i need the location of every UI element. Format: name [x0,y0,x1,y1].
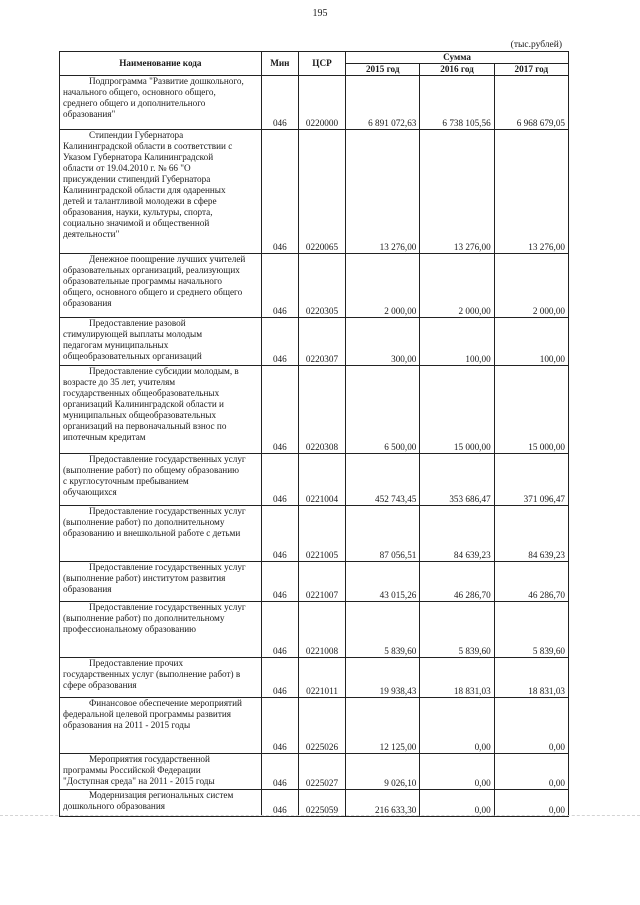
row-value-2017: 18 831,03 [494,658,568,698]
row-name-line: сфере образования [63,680,137,690]
row-name-line: детей и талантливой молодежи в сфере [63,196,217,206]
row-csr: 0220065 [298,130,345,254]
header-year-2016: 2016 год [420,64,494,76]
row-value-2016: 0,00 [420,698,494,754]
table-row [60,602,569,658]
table-row [60,754,569,790]
row-name [60,698,262,754]
row-name [60,658,262,698]
page-bottom-line [0,815,640,817]
header-year-2017: 2017 год [494,64,568,76]
row-value-2017: 5 839,60 [494,602,568,658]
row-name-line: начального общего, основного общего, [63,87,216,97]
row-min: 046 [261,454,298,506]
row-value-2015: 6 500,00 [346,366,420,454]
table-body [60,76,569,817]
row-min: 046 [261,130,298,254]
units-label: (тыс.рублей) [510,40,562,50]
row-name [60,602,262,658]
row-name-line: Стипендии Губернатора [89,130,184,140]
row-value-2015: 300,00 [346,318,420,366]
row-name-line: Денежное поощрение лучших учителей [89,254,246,264]
row-name-line: Предоставление государственных услуг [89,562,246,572]
header-name: Наименование кода [60,52,262,76]
row-csr: 0225026 [298,698,345,754]
row-name-line: социально значимой и общественной [63,218,210,228]
table-row [60,790,569,817]
row-name-line: Предоставление субсидии молодым, в [89,366,239,376]
row-name-line: образованию и внешкольной работе с детьми [63,528,241,538]
table-row [60,454,569,506]
row-name-line: (выполнение работ) по общему образованию [63,465,239,475]
row-name-line: образования [63,584,112,594]
row-value-2016: 13 276,00 [420,130,494,254]
row-name-line: государственных услуг (выполнение работ) в [63,669,241,679]
row-name [60,562,262,602]
header-min: Мин [261,52,298,76]
row-name [60,506,262,562]
row-csr: 0225027 [298,754,345,790]
table-header [60,52,569,76]
row-name-line: обучающихся [63,487,117,497]
row-csr: 0220308 [298,366,345,454]
row-value-2017: 13 276,00 [494,130,568,254]
row-min: 046 [261,790,298,817]
row-value-2017: 100,00 [494,318,568,366]
row-name-line: среднего общего и дополнительного [63,98,206,108]
row-value-2016: 6 738 105,56 [420,76,494,130]
table-row [60,366,569,454]
row-value-2015: 12 125,00 [346,698,420,754]
row-value-2016: 46 286,70 [420,562,494,602]
row-name-line: Мероприятия государственной [89,754,210,764]
row-csr: 0220305 [298,254,345,318]
row-value-2016: 15 000,00 [420,366,494,454]
row-name-line: Калининградской области для одаренных [63,185,226,195]
row-name [60,366,262,454]
row-name-line: (выполнение работ) по дополнительному [63,613,225,623]
row-name-line: присуждении стипендий Губернатора [63,174,211,184]
row-name-line: Подпрограмма "Развитие дошкольного, [89,76,244,86]
row-value-2016: 5 839,60 [420,602,494,658]
row-name [60,318,262,366]
row-name-line: организаций на первоначальный взнос по [63,421,227,431]
row-name [60,254,262,318]
row-value-2016: 84 639,23 [420,506,494,562]
row-name-line: (выполнение работ) институтом развития [63,573,226,583]
row-name-line: образовательные программы начального [63,276,222,286]
header-year-2015: 2015 год [346,64,420,76]
row-name [60,130,262,254]
row-value-2015: 19 938,43 [346,658,420,698]
row-name-line: образования" [63,109,116,119]
row-min: 046 [261,254,298,318]
row-name-line: федеральной целевой программы развития [63,709,232,719]
row-name [60,454,262,506]
row-csr: 0221005 [298,506,345,562]
row-value-2015: 9 026,10 [346,754,420,790]
row-min: 046 [261,562,298,602]
row-name-line: Предоставление государственных услуг [89,454,246,464]
header-csr: ЦСР [298,52,345,76]
row-name-line: деятельности" [63,229,120,239]
row-name-line: общеобразовательных организаций [63,351,202,361]
row-name-line: педагогам муниципальных [63,340,169,350]
row-value-2016: 2 000,00 [420,254,494,318]
row-name-line: дошкольного образования [63,801,165,811]
row-min: 046 [261,76,298,130]
row-value-2016: 353 686,47 [420,454,494,506]
row-name-line: Предоставление разовой [89,318,186,328]
row-csr: 0225059 [298,790,345,817]
row-name-line: ипотечным кредитам [63,432,146,442]
row-value-2015: 452 743,45 [346,454,420,506]
row-name-line: Калининградской области в соответствии с [63,141,233,151]
row-value-2016: 0,00 [420,790,494,817]
row-name-line: организаций Калининградской области и [63,399,224,409]
row-min: 046 [261,602,298,658]
table-row [60,562,569,602]
table-row [60,254,569,318]
row-name-line: программы Российской Федерации [63,765,201,775]
row-name-line: государственных общеобразовательных [63,388,220,398]
row-csr: 0221011 [298,658,345,698]
table-row [60,506,569,562]
row-value-2016: 18 831,03 [420,658,494,698]
row-name-line: "Доступная среда" на 2011 - 2015 годы [63,776,215,786]
row-value-2017: 84 639,23 [494,506,568,562]
row-value-2015: 13 276,00 [346,130,420,254]
row-name-line: образовательных организаций, реализующих [63,265,240,275]
row-min: 046 [261,318,298,366]
row-min: 046 [261,506,298,562]
row-name-line: муниципальных общеобразовательных [63,410,217,420]
row-name-line: общего, основного общего и среднего общего [63,287,243,297]
row-value-2015: 2 000,00 [346,254,420,318]
header-sum: Сумма [346,52,569,64]
page-number: 195 [312,8,328,19]
row-name-line: (выполнение работ) по дополнительному [63,517,225,527]
row-name-line: возрасте до 35 лет, учителям [63,377,176,387]
row-value-2016: 0,00 [420,754,494,790]
table-row [60,698,569,754]
table-row [60,130,569,254]
row-name-line: Модернизация региональных систем [89,790,234,800]
row-name-line: Предоставление государственных услуг [89,602,246,612]
row-name-line: стимулирующей выплаты молодым [63,329,203,339]
row-value-2015: 5 839,60 [346,602,420,658]
row-name-line: образования, науки, культуры, спорта, [63,207,213,217]
row-name-line: образования на 2011 - 2015 годы [63,720,191,730]
row-value-2017: 46 286,70 [494,562,568,602]
row-csr: 0220000 [298,76,345,130]
row-name-line: Указом Губернатора Калининградской [63,152,214,162]
row-min: 046 [261,698,298,754]
row-name-line: Предоставление прочих [89,658,184,668]
row-name-line: образования [63,298,112,308]
row-name [60,76,262,130]
row-value-2017: 0,00 [494,754,568,790]
row-csr: 0221007 [298,562,345,602]
table-row [60,318,569,366]
row-name [60,754,262,790]
row-name-line: Финансовое обеспечение мероприятий [89,698,242,708]
row-value-2017: 371 096,47 [494,454,568,506]
row-min: 046 [261,366,298,454]
row-csr: 0220307 [298,318,345,366]
row-name-line: Предоставление государственных услуг [89,506,246,516]
row-value-2017: 6 968 679,05 [494,76,568,130]
row-value-2017: 2 000,00 [494,254,568,318]
row-value-2017: 15 000,00 [494,366,568,454]
row-name-line: области от 19.04.2010 г. № 66 "О [63,163,191,173]
row-value-2015: 216 633,30 [346,790,420,817]
row-value-2017: 0,00 [494,698,568,754]
row-value-2015: 6 891 072,63 [346,76,420,130]
row-name [60,790,262,817]
row-csr: 0221004 [298,454,345,506]
row-value-2015: 87 056,51 [346,506,420,562]
row-csr: 0221008 [298,602,345,658]
table-row [60,658,569,698]
table-row [60,76,569,130]
row-value-2016: 100,00 [420,318,494,366]
row-min: 046 [261,754,298,790]
row-value-2017: 0,00 [494,790,568,817]
row-name-line: с круглосуточным пребыванием [63,476,189,486]
row-min: 046 [261,658,298,698]
row-name-line: профессиональному образованию [63,624,197,634]
row-value-2015: 43 015,26 [346,562,420,602]
budget-table [59,51,569,817]
